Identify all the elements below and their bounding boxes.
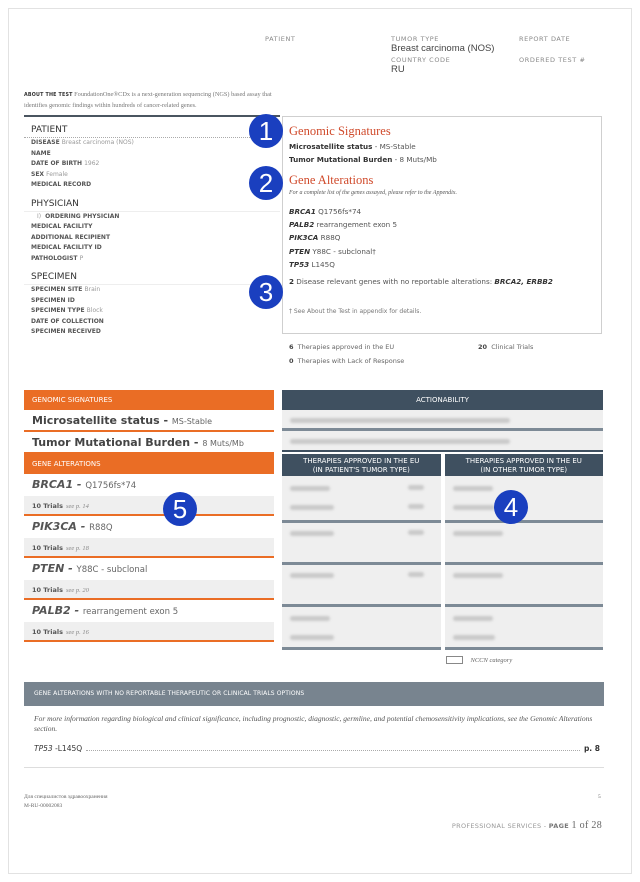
gene-symbol: PALB2 - bbox=[32, 604, 83, 617]
trials-count: 10 Trials bbox=[32, 628, 63, 636]
about-the-test bbox=[24, 90, 274, 111]
field-label: DISEASE bbox=[31, 139, 60, 146]
field-medical-record bbox=[24, 180, 280, 191]
field-specimen-id bbox=[24, 296, 280, 307]
tp53-row bbox=[24, 734, 604, 753]
gene-variant: Y88C - subclonal bbox=[76, 565, 148, 575]
trials-page-ref[interactable]: see p. 14 bbox=[65, 503, 89, 510]
gene-alterations-note: For a complete list of the genes assayed, please refer to the Appendix. bbox=[289, 190, 457, 196]
header-country-code-value: RU bbox=[391, 64, 405, 75]
genomic-signatures-header: GENOMIC SIGNATURES bbox=[24, 390, 274, 410]
field-medical-facility bbox=[24, 222, 280, 233]
tmb-label: Tumor Mutational Burden bbox=[289, 155, 393, 164]
footnote: † See About the Test in appendix for details. bbox=[289, 308, 422, 315]
field-label: SPECIMEN SITE bbox=[31, 286, 83, 293]
therapies-eu-label: Therapies approved in the EU bbox=[297, 343, 395, 351]
msi-label: Microsatellite status bbox=[289, 142, 373, 151]
footer-page-total: 28 bbox=[591, 820, 602, 831]
no-reportable-header: GENE ALTERATIONS WITH NO REPORTABLE THERAPEUTIC OR CLINICAL TRIALS OPTIONS bbox=[24, 682, 604, 706]
gene-variant: R88Q bbox=[89, 523, 113, 533]
blurred-row bbox=[282, 431, 603, 452]
col2-header-line2: (IN OTHER TUMOR TYPE) bbox=[480, 466, 568, 474]
alteration-list bbox=[289, 205, 397, 271]
blurred-cell bbox=[445, 565, 604, 604]
col2-header bbox=[445, 454, 604, 476]
col-other-tumor bbox=[445, 454, 604, 664]
no-reportable-summary bbox=[289, 277, 553, 286]
field-value: Breast carcinoma (NOS) bbox=[61, 139, 134, 146]
header-report-date-label: REPORT DATE bbox=[519, 35, 571, 43]
nccn-legend bbox=[445, 656, 604, 664]
lack-response-label: Therapies with Lack of Response bbox=[297, 357, 405, 365]
header-country-code-label: COUNTRY CODE bbox=[391, 56, 451, 64]
no-reportable-count: 2 bbox=[289, 277, 295, 286]
lack-response-number: 0 bbox=[289, 357, 294, 365]
blurred-cell bbox=[445, 607, 604, 647]
gene-variant: rearrangement exon 5 bbox=[82, 607, 179, 617]
patient-section-title: PATIENT bbox=[24, 117, 280, 138]
blurred-cell bbox=[282, 523, 441, 562]
field-pathologist bbox=[24, 254, 280, 265]
nccn-legend-label: NCCN category bbox=[470, 656, 513, 664]
gene-row bbox=[24, 600, 274, 622]
dot-leader bbox=[86, 750, 580, 751]
callout-badge-2: 2 bbox=[249, 166, 283, 200]
col1-header-line1: THERAPIES APPROVED IN THE EU bbox=[303, 457, 420, 465]
tp53-gene: TP53 - bbox=[34, 744, 58, 753]
alteration-item bbox=[289, 205, 397, 218]
genomic-table bbox=[24, 390, 274, 642]
about-text: FoundationOne®CDx is a next-generation sequencing (NGS) based assay that identifies genomic findings within hundreds of cancer-related genes. bbox=[24, 91, 272, 109]
clinical-trials-count bbox=[478, 343, 533, 351]
field-label: MEDICAL RECORD bbox=[31, 181, 92, 188]
alteration-variant: Y88C - subclonal† bbox=[310, 246, 376, 256]
field-sex bbox=[24, 170, 280, 181]
footer-note bbox=[24, 793, 108, 811]
lack-response-count bbox=[289, 357, 404, 365]
gene-row bbox=[24, 474, 274, 496]
header-ordered-test-label: ORDERED TEST # bbox=[519, 56, 586, 64]
clinical-trials-number: 20 bbox=[478, 343, 488, 351]
clinical-trials-label: Clinical Trials bbox=[491, 343, 534, 351]
callout-badge-3: 3 bbox=[249, 275, 283, 309]
alteration-variant: R88Q bbox=[318, 233, 341, 243]
footer-page-marker: 5 bbox=[598, 794, 601, 800]
genomic-signatures-title: Genomic Signatures bbox=[289, 124, 391, 138]
field-name bbox=[24, 149, 280, 160]
footer-line1: Для специалистов здравоохранения bbox=[24, 794, 108, 800]
footer-services: PROFESSIONAL SERVICES - bbox=[451, 822, 549, 830]
footer-page-info bbox=[452, 820, 602, 831]
footer-page-of: of bbox=[576, 820, 592, 831]
tp53-variant: L145Q bbox=[57, 744, 83, 753]
gene-alterations-title: Gene Alterations bbox=[289, 173, 374, 187]
physician-section-title: PHYSICIAN bbox=[24, 191, 280, 212]
field-label: ORDERING PHYSICIAN bbox=[45, 212, 120, 220]
no-reportable-genes: BRCA2, ERBB2 bbox=[494, 277, 553, 286]
field-label: SPECIMEN RECEIVED bbox=[31, 328, 101, 335]
therapies-eu-count bbox=[289, 343, 394, 351]
gene-trials-row bbox=[24, 622, 274, 642]
field-value: Female bbox=[46, 170, 68, 178]
field-label: DATE OF COLLECTION bbox=[31, 317, 104, 325]
field-disease bbox=[24, 138, 280, 149]
col1-header bbox=[282, 454, 441, 476]
therapies-eu-number: 6 bbox=[289, 343, 294, 351]
footer-line2: M-RU-00002083 bbox=[24, 803, 63, 809]
alteration-variant: Q1756fs*74 bbox=[315, 207, 362, 216]
no-reportable-section bbox=[24, 682, 604, 768]
alteration-item bbox=[289, 245, 397, 258]
col1-header-line2: (IN PATIENT'S TUMOR TYPE) bbox=[312, 466, 410, 474]
tmb-row-value: 8 Muts/Mb bbox=[202, 439, 244, 448]
field-value: Brain bbox=[84, 286, 101, 293]
alteration-gene: PTEN bbox=[289, 246, 311, 256]
trials-page-ref[interactable]: see p. 16 bbox=[65, 629, 89, 636]
field-prefix: I) bbox=[37, 212, 42, 220]
blurred-cell bbox=[282, 476, 441, 520]
field-label: SPECIMEN ID bbox=[31, 296, 75, 304]
gene-symbol: PTEN - bbox=[32, 562, 77, 575]
trials-count: 10 Trials bbox=[32, 586, 63, 594]
actionability-table bbox=[282, 390, 603, 664]
about-label: ABOUT THE TEST bbox=[24, 93, 73, 98]
field-label: MEDICAL FACILITY bbox=[31, 223, 93, 230]
gene-symbol: PIK3CA - bbox=[32, 520, 90, 533]
field-value: Block bbox=[86, 307, 103, 314]
field-date-of-collection bbox=[24, 317, 280, 328]
tmb-summary bbox=[289, 155, 437, 164]
alteration-gene: PALB2 bbox=[289, 220, 315, 230]
field-label: PATHOLOGIST bbox=[31, 254, 78, 262]
nccn-box-icon bbox=[446, 656, 463, 664]
tmb-row bbox=[24, 432, 274, 454]
blurred-cell bbox=[282, 565, 441, 604]
alteration-variant: rearrangement exon 5 bbox=[314, 220, 398, 230]
field-label: ADDITIONAL RECIPIENT bbox=[31, 233, 111, 241]
field-specimen-type bbox=[24, 306, 280, 317]
msi-summary bbox=[289, 142, 416, 151]
alteration-gene: PIK3CA bbox=[289, 233, 319, 243]
msi-row bbox=[24, 410, 274, 432]
alteration-item bbox=[289, 231, 397, 244]
footer-page-current: 1 bbox=[571, 820, 577, 831]
field-label: NAME bbox=[31, 149, 51, 157]
gene-row bbox=[24, 558, 274, 580]
trials-page-ref[interactable]: see p. 20 bbox=[65, 587, 89, 594]
gene-variant: Q1756fs*74 bbox=[85, 481, 137, 491]
header-patient-label: PATIENT bbox=[265, 35, 296, 43]
field-specimen-received bbox=[24, 327, 280, 338]
summary-box bbox=[282, 116, 602, 334]
alteration-item bbox=[289, 218, 397, 231]
no-reportable-text: Disease relevant genes with no reportable alterations: bbox=[294, 277, 495, 286]
alteration-variant: L145Q bbox=[309, 259, 335, 269]
alteration-gene: BRCA1 bbox=[289, 207, 316, 216]
no-reportable-note: For more information regarding biological and clinical significance, including prognostic, diagnostic, germline, and potential chemosensitivity implications, see the Genomic Alterations section. bbox=[34, 714, 593, 733]
callout-badge-4: 4 bbox=[494, 490, 528, 524]
alteration-item bbox=[289, 258, 397, 271]
blurred-cell bbox=[445, 523, 604, 562]
field-date-of-birth bbox=[24, 159, 280, 170]
trials-count: 10 Trials bbox=[32, 502, 63, 510]
callout-badge-1: 1 bbox=[249, 114, 283, 148]
blurred-cell bbox=[282, 607, 441, 647]
field-value: P bbox=[79, 254, 84, 262]
col-patient-tumor bbox=[282, 454, 441, 664]
col2-header-line1: THERAPIES APPROVED IN THE EU bbox=[465, 457, 582, 465]
gene-trials-row bbox=[24, 538, 274, 558]
gene-symbol: BRCA1 - bbox=[32, 478, 86, 491]
gene-row bbox=[24, 516, 274, 538]
actionability-header: ACTIONABILITY bbox=[282, 390, 603, 410]
field-specimen-site bbox=[24, 285, 280, 296]
trials-count: 10 Trials bbox=[32, 544, 63, 552]
specimen-section-title: SPECIMEN bbox=[24, 264, 280, 285]
msi-row-label: Microsatellite status - bbox=[32, 414, 172, 427]
header-tumor-type-value: Breast carcinoma (NOS) bbox=[391, 43, 495, 54]
blurred-row bbox=[282, 410, 603, 431]
gene-alterations-header: GENE ALTERATIONS bbox=[24, 454, 274, 474]
field-medical-facility-id bbox=[24, 243, 280, 254]
field-additional-recipient bbox=[24, 233, 280, 244]
msi-row-value: MS-Stable bbox=[171, 417, 213, 426]
field-label: SEX bbox=[31, 170, 45, 178]
tp53-page: p. 8 bbox=[583, 744, 600, 753]
gene-trials-row bbox=[24, 580, 274, 600]
field-ordering-physician bbox=[24, 212, 280, 223]
header-tumor-type-label: TUMOR TYPE bbox=[391, 35, 440, 43]
callout-badge-5: 5 bbox=[163, 492, 197, 526]
field-label: DATE OF BIRTH bbox=[31, 160, 82, 167]
tmb-row-label: Tumor Mutational Burden - bbox=[32, 436, 203, 449]
patient-info-column bbox=[24, 115, 280, 338]
field-label: MEDICAL FACILITY ID bbox=[31, 244, 102, 251]
field-label: SPECIMEN TYPE bbox=[31, 307, 85, 314]
gene-trials-row bbox=[24, 496, 274, 516]
trials-page-ref[interactable]: see p. 18 bbox=[65, 545, 89, 552]
footer-page-label: PAGE bbox=[548, 822, 572, 830]
tmb-value: - 8 Muts/Mb bbox=[392, 155, 437, 164]
field-value: 1962 bbox=[84, 160, 100, 167]
alteration-gene: TP53 bbox=[289, 259, 310, 269]
footer-page-number bbox=[572, 820, 602, 831]
msi-value: - MS-Stable bbox=[372, 142, 416, 151]
